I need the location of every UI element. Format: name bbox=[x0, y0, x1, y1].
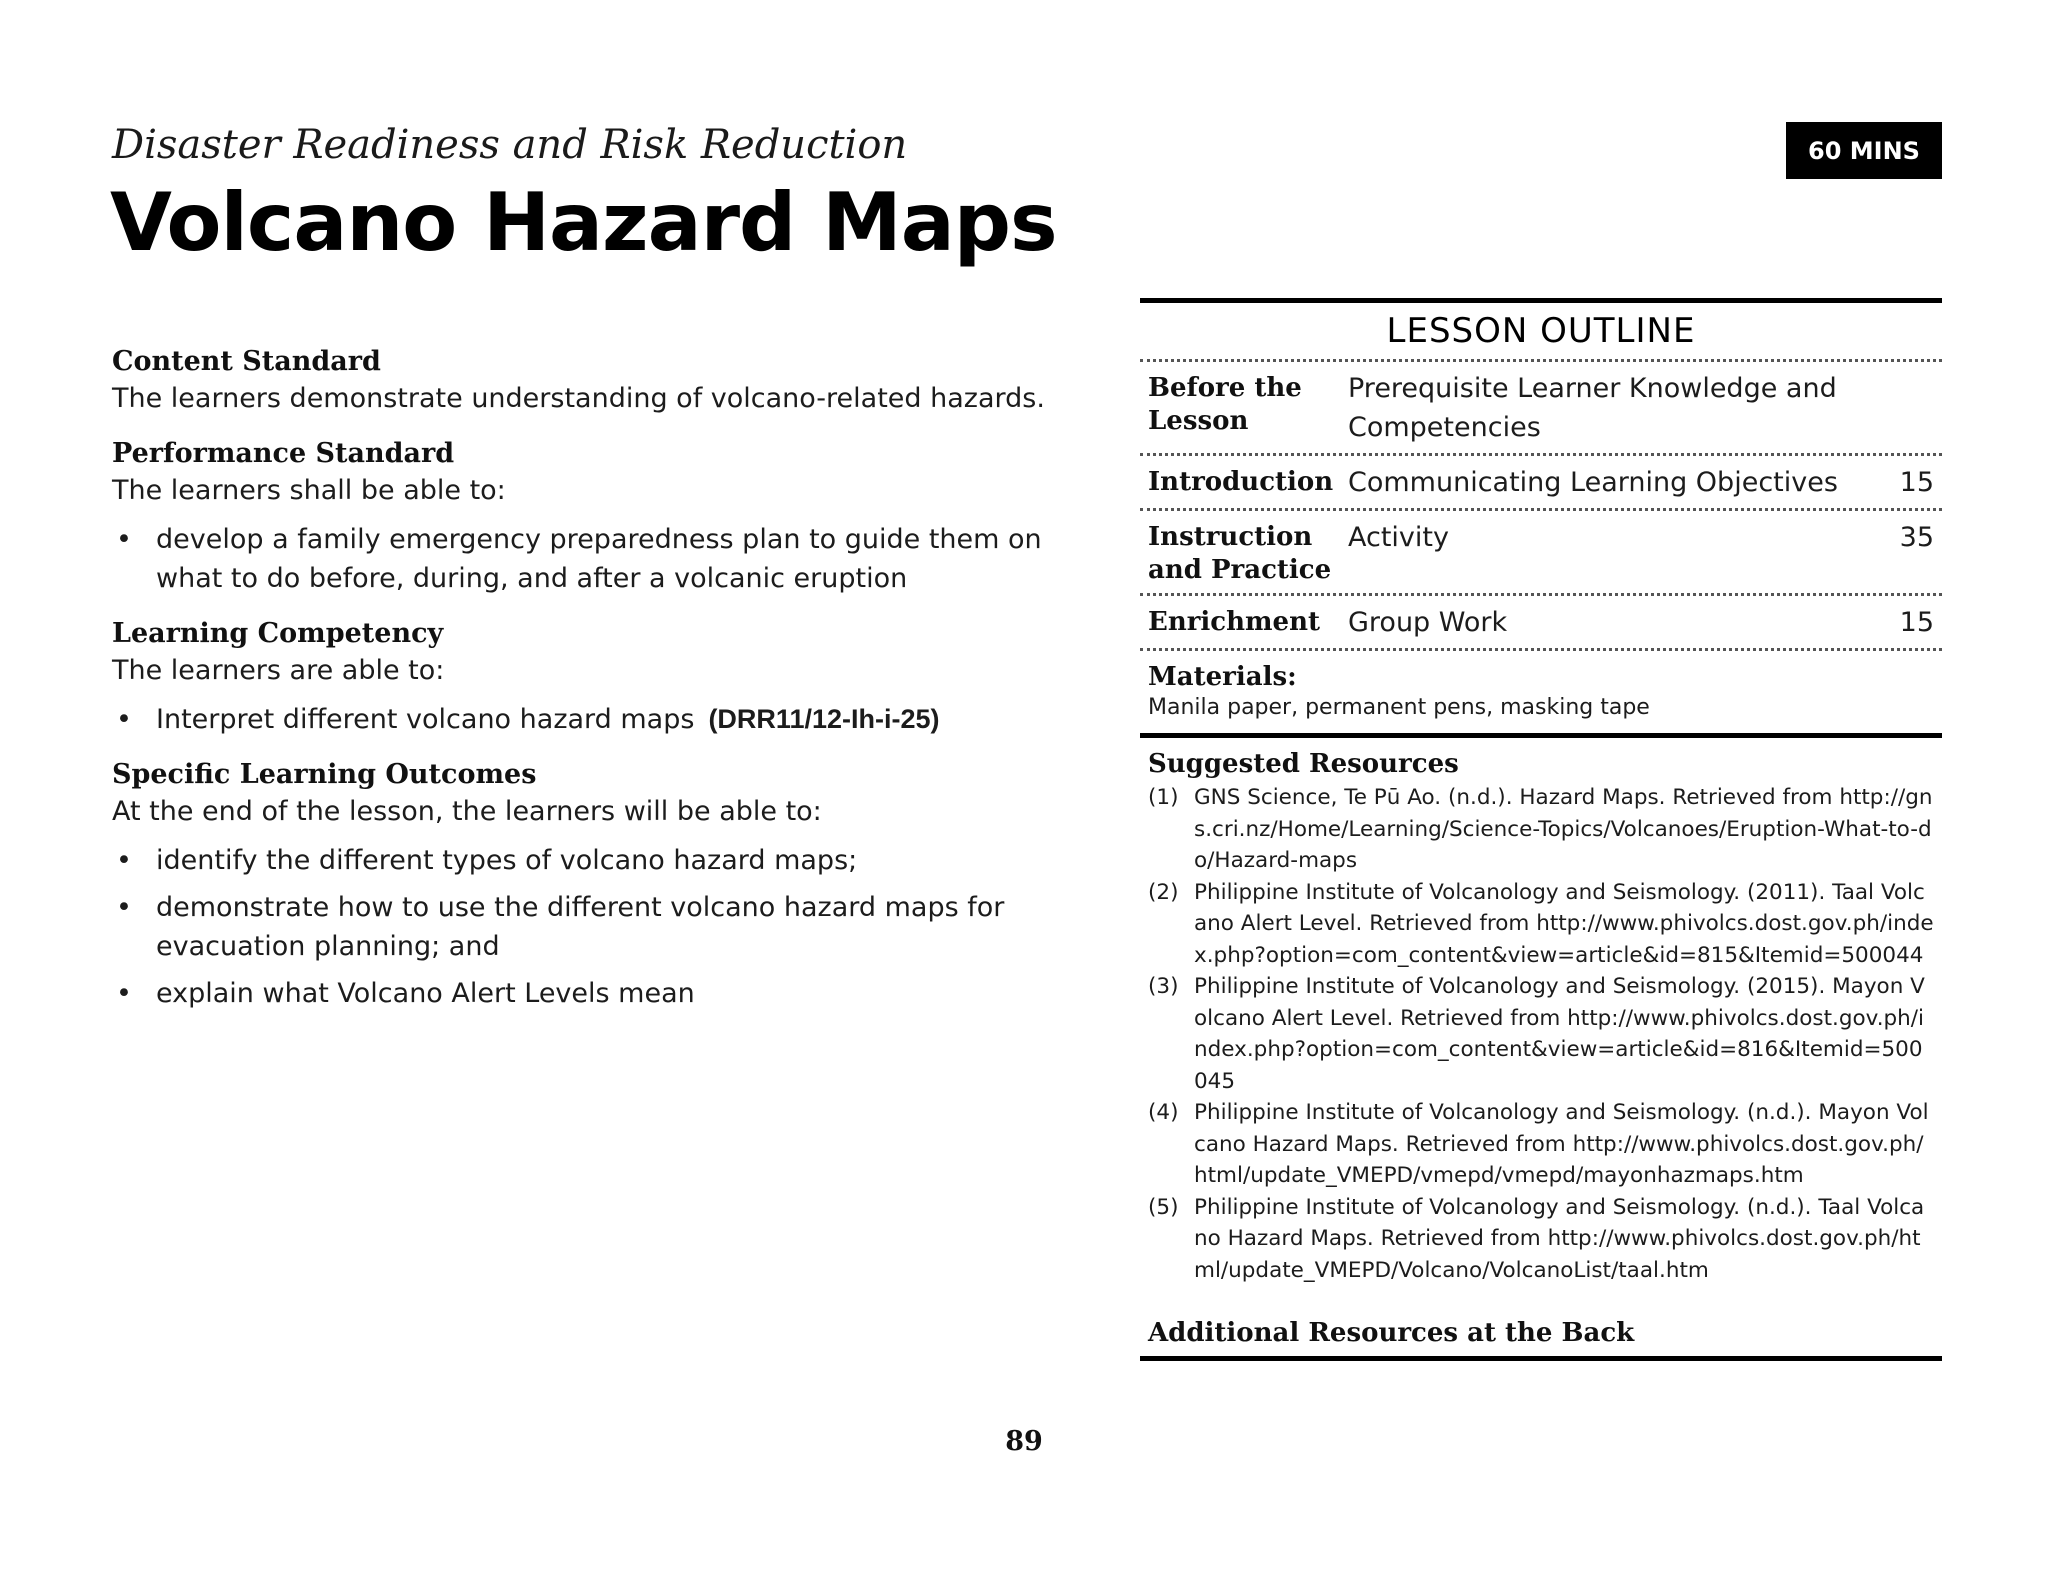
specific-outcomes-list bbox=[112, 841, 1102, 1013]
learning-competency-text: The learners are able to: bbox=[112, 655, 445, 686]
additional-resources-heading: Additional Resources at the Back bbox=[1148, 1318, 1635, 1348]
divider bbox=[1140, 1356, 1942, 1361]
suggested-resources-heading: Suggested Resources bbox=[1148, 749, 1459, 779]
lesson-outline-heading: LESSON OUTLINE bbox=[1386, 311, 1696, 351]
materials-section bbox=[1140, 651, 1942, 733]
learning-competency-list bbox=[112, 700, 1102, 739]
table-row bbox=[1140, 362, 1942, 453]
activity-label: Communicating Learning Objectives bbox=[1348, 467, 1838, 498]
table-row bbox=[1140, 456, 1942, 508]
resource-number: (4) bbox=[1148, 1100, 1179, 1125]
bullet-icon: • bbox=[116, 524, 132, 555]
minutes-value: 35 bbox=[1899, 522, 1934, 553]
content-standard-text: The learners demonstrate understanding of volcano-related hazards. bbox=[112, 383, 1045, 414]
list-item: (4) Philippine Institute of Volcanology and Seismology. (n.d.). Mayon Volcano Hazard Maps. Retrieved from http://www.phivolcs.dost.gov.ph/html/update_VMEPD/vmepd/vmepd/mayonhazmaps.htm bbox=[1148, 1097, 1934, 1192]
phase-label: Introduction bbox=[1148, 467, 1334, 497]
activity-label: Prerequisite Learner Knowledge and Competencies bbox=[1348, 373, 1837, 443]
subject-title: Disaster Readiness and Risk Reduction bbox=[112, 122, 908, 168]
resource-number: (1) bbox=[1148, 785, 1179, 810]
resource-number: (2) bbox=[1148, 879, 1179, 905]
time-badge: 60 MINS bbox=[1786, 122, 1942, 179]
page-title: Volcano Hazard Maps bbox=[110, 176, 1057, 269]
standards-column bbox=[112, 344, 1102, 1031]
learning-competency-section bbox=[112, 616, 1102, 739]
list-item: (2) Philippine Institute of Volcanology and Seismology. (2011). Taal Volcano Alert Level. Retrieved from http://www.phivolcs.dost.gov.ph/index.php?option=com_content&view=article&id=815&Itemid=500044 bbox=[1148, 877, 1934, 972]
resource-number: (5) bbox=[1148, 1194, 1179, 1220]
list-item: • identify the different types of volcano hazard maps; bbox=[112, 841, 1102, 880]
table-row bbox=[1140, 596, 1942, 648]
resources-list bbox=[1148, 782, 1934, 1286]
list-item: (5) Philippine Institute of Volcanology and Seismology. (n.d.). Taal Volcano Hazard Maps. Retrieved from http://www.phivolcs.dost.gov.ph/html/update_VMEPD/Volcano/VolcanoList/taal.htm bbox=[1148, 1192, 1934, 1287]
bullet-icon: • bbox=[116, 892, 132, 923]
content-standard-heading: Content Standard bbox=[112, 346, 381, 377]
materials-heading: Materials: bbox=[1148, 662, 1297, 692]
performance-standard-list bbox=[112, 520, 1102, 598]
performance-standard-heading: Performance Standard bbox=[112, 438, 455, 469]
phase-label: Enrichment bbox=[1148, 607, 1320, 637]
specific-outcomes-text: At the end of the lesson, the learners will be able to: bbox=[112, 796, 822, 827]
table-row bbox=[1140, 511, 1942, 593]
content-standard-section bbox=[112, 344, 1102, 418]
list-item: • demonstrate how to use the different volcano hazard maps for evacuation planning; and bbox=[112, 888, 1102, 966]
resource-number: (3) bbox=[1148, 974, 1179, 999]
lesson-outline-panel bbox=[1140, 298, 1942, 1361]
bullet-icon: • bbox=[116, 978, 132, 1009]
list-item: (3) Philippine Institute of Volcanology and Seismology. (2015). Mayon Volcano Alert Level. Retrieved from http://www.phivolcs.dost.gov.ph/index.php?option=com_content&view=article&id=816&Itemid=500045 bbox=[1148, 971, 1934, 1097]
list-item: • Interpret different volcano hazard maps (DRR11/12-Ih-i-25) bbox=[112, 700, 1102, 739]
list-item: (1) GNS Science, Te Pū Ao. (n.d.). Hazard Maps. Retrieved from http://gns.cri.nz/Home/Learning/Science-Topics/Volcanoes/Eruption-What-to-do/Hazard-maps bbox=[1148, 782, 1934, 877]
minutes-value: 15 bbox=[1899, 467, 1934, 498]
activity-label: Group Work bbox=[1348, 607, 1508, 638]
list-item: • explain what Volcano Alert Levels mean bbox=[112, 974, 1102, 1013]
minutes-value: 15 bbox=[1899, 607, 1934, 638]
specific-outcomes-heading: Specific Learning Outcomes bbox=[112, 759, 537, 790]
phase-label: Before the Lesson bbox=[1148, 373, 1302, 436]
specific-outcomes-section bbox=[112, 757, 1102, 1013]
bullet-icon: • bbox=[116, 845, 132, 876]
page-number: 89 bbox=[1005, 1426, 1043, 1457]
bullet-icon: • bbox=[116, 704, 132, 735]
performance-standard-section bbox=[112, 436, 1102, 598]
materials-text: Manila paper, permanent pens, masking tape bbox=[1148, 695, 1650, 720]
phase-label: Instruction and Practice bbox=[1148, 522, 1332, 585]
suggested-resources-section bbox=[1140, 738, 1942, 1294]
list-item: • develop a family emergency preparedness plan to guide them on what to do before, during, and after a volcanic eruption bbox=[112, 520, 1102, 598]
performance-standard-text: The learners shall be able to: bbox=[112, 475, 506, 506]
competency-code: (DRR11/12-Ih-i-25) bbox=[708, 704, 940, 734]
activity-label: Activity bbox=[1348, 522, 1449, 553]
learning-competency-heading: Learning Competency bbox=[112, 618, 444, 649]
